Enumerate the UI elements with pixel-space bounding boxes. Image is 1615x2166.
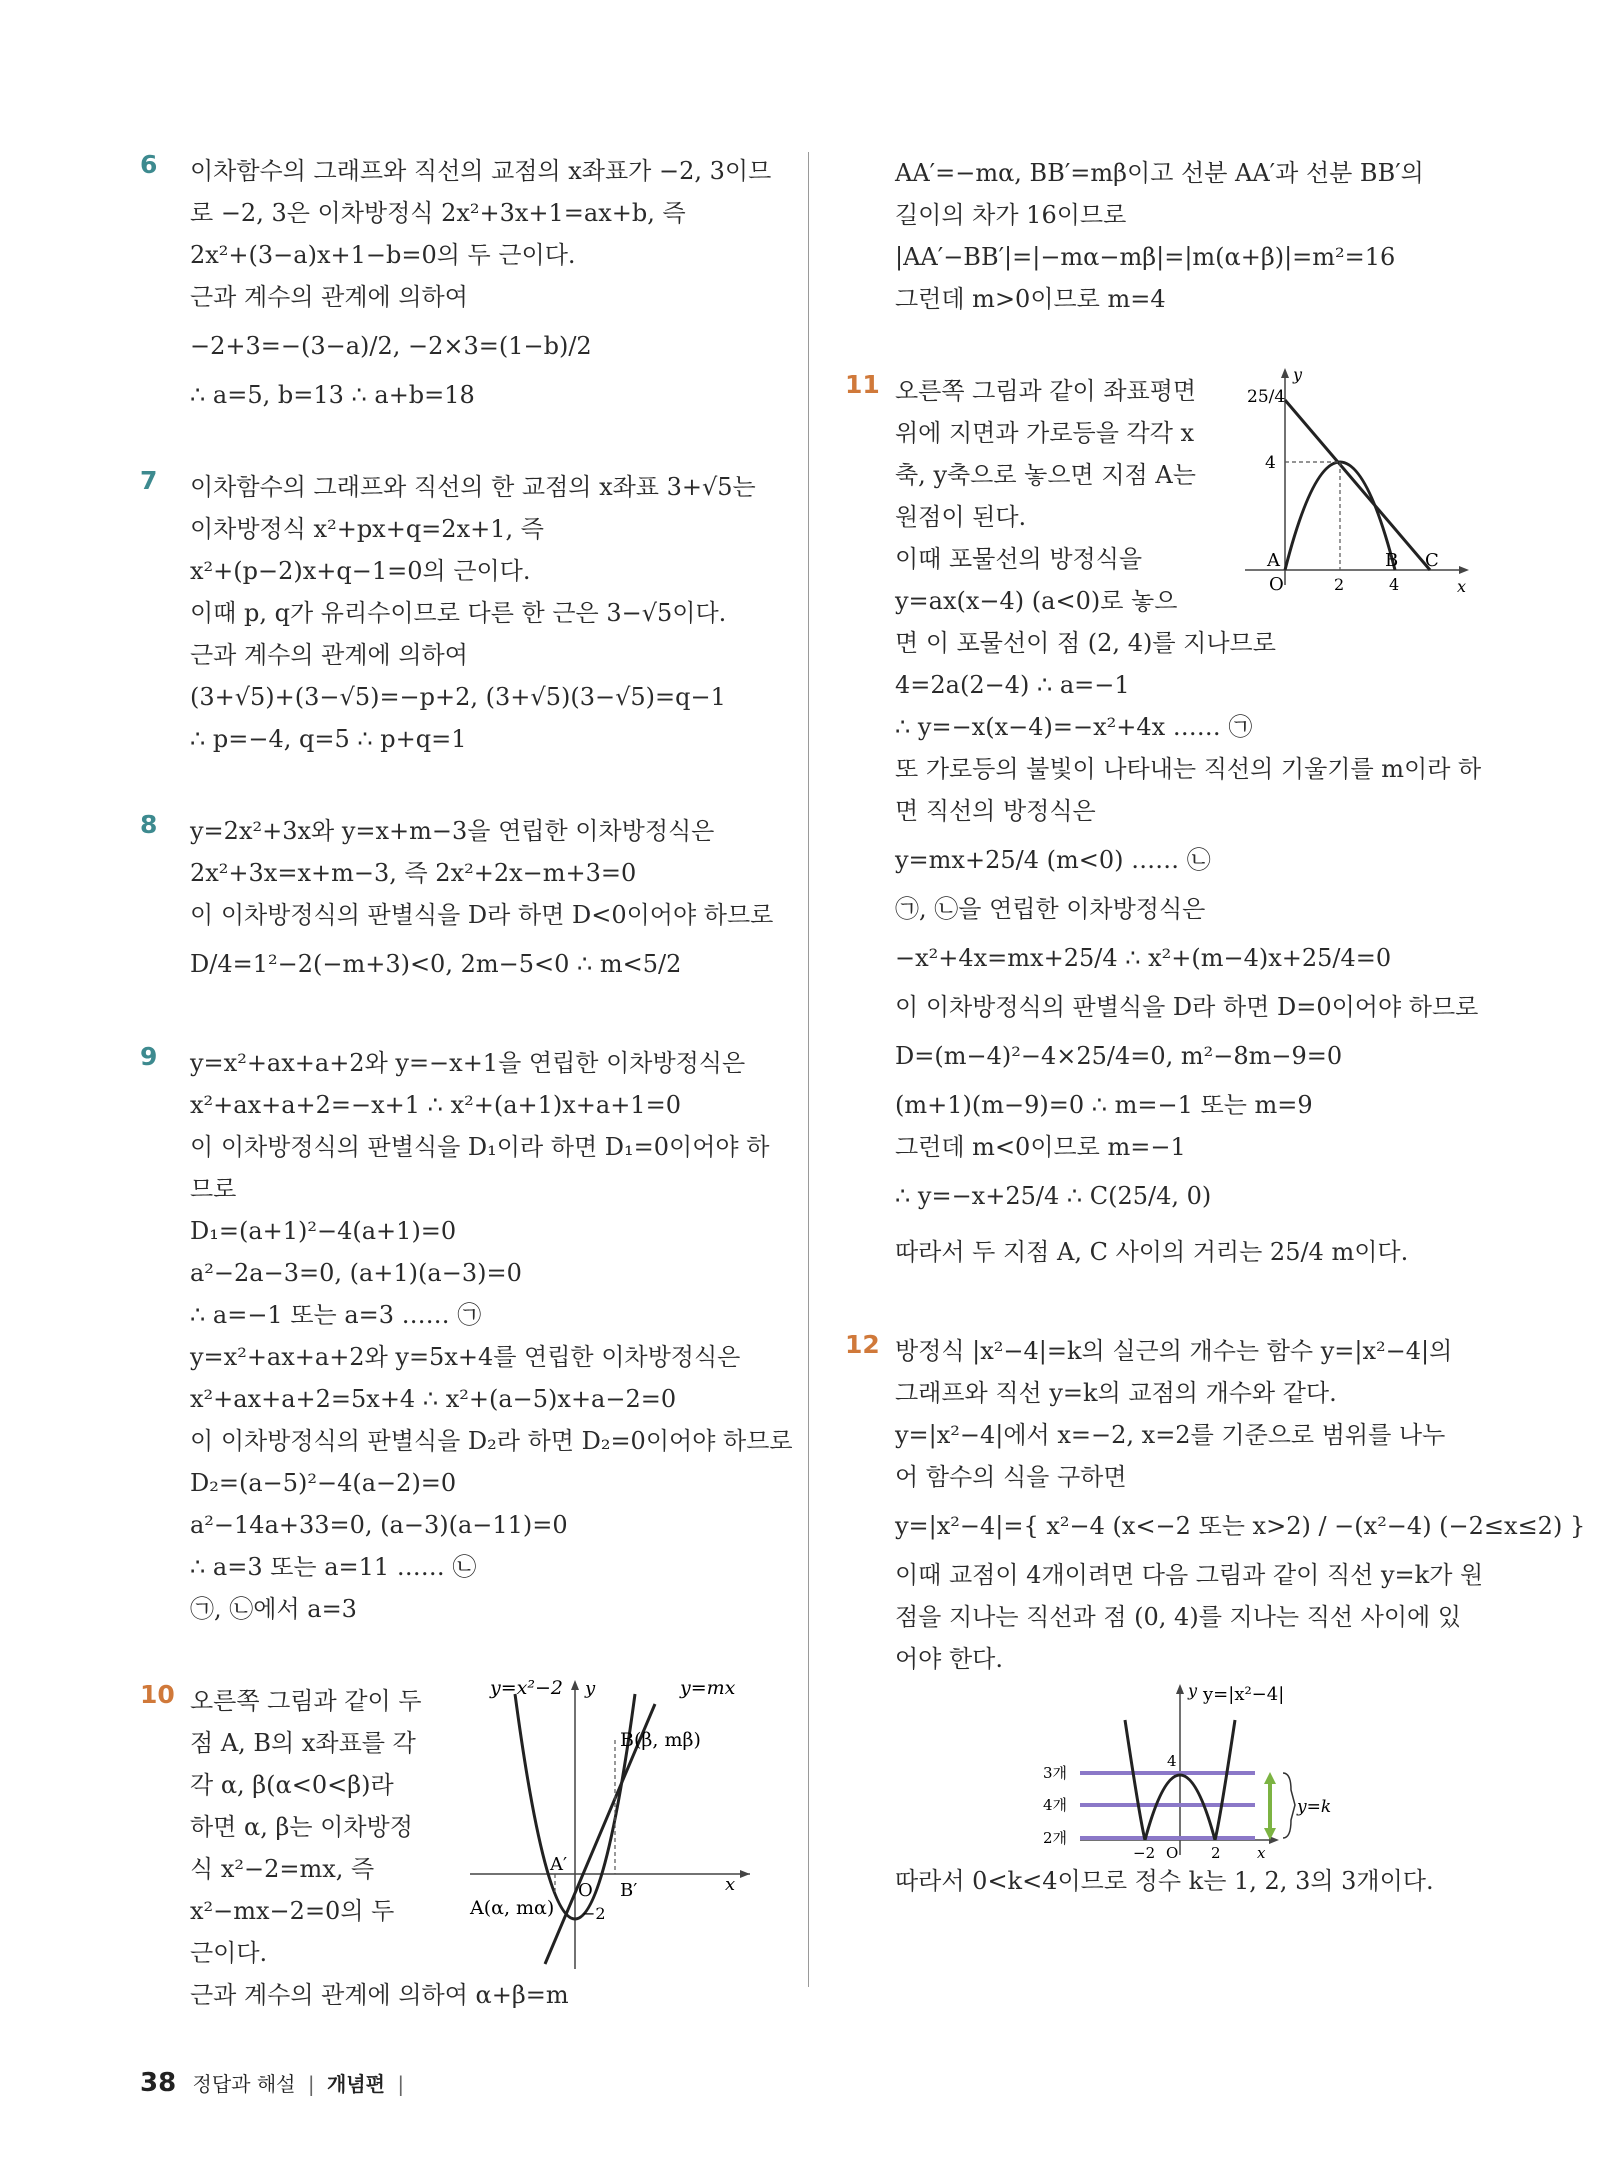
- four-roots-label: 4개: [1043, 1796, 1068, 1814]
- solution-line: 이때 포물선의 방정식을: [895, 545, 1143, 573]
- solution-line: ∴ a=3 또는 a=11 …… ㉡: [190, 1553, 477, 1581]
- solution-line: 그런데 m>0이므로 m=4: [895, 285, 1166, 313]
- solution-line: 길이의 차가 16이므로: [895, 201, 1127, 229]
- solution-line: AA′=−mα, BB′=mβ이고 선분 AA′과 선분 BB′의: [895, 159, 1424, 187]
- y-label: y: [585, 1678, 596, 1699]
- solution-line: −x²+4x=mx+25/4 ∴ x²+(m−4)x+25/4=0: [895, 944, 1392, 972]
- y-label: y: [1293, 365, 1303, 384]
- three-roots-label: 3개: [1043, 1764, 1068, 1782]
- solution-line: 이 이차방정식의 판별식을 D₁이라 하면 D₁=0이어야 하: [190, 1133, 770, 1161]
- solution-line: 근이다.: [190, 1939, 268, 1967]
- problem-6: [140, 150, 780, 416]
- column-divider: [808, 152, 809, 1987]
- solution-line: x²+(p−2)x+q−1=0의 근이다.: [190, 557, 531, 585]
- solution-line: −2+3=−(3−a)/2, −2×3=(1−b)/2: [190, 332, 592, 360]
- solution-line: 점을 지나는 직선과 점 (0, 4)를 지나는 직선 사이에 있: [895, 1603, 1462, 1631]
- solution-line: D=(m−4)²−4×25/4=0, m²−8m−9=0: [895, 1042, 1343, 1070]
- figure-parabola-line: [470, 1674, 770, 1974]
- y-label: y: [1188, 1681, 1198, 1700]
- B-prime-label: B′: [620, 1880, 638, 1901]
- x-label: x: [725, 1874, 736, 1895]
- solution-line: 따라서 두 지점 A, C 사이의 거리는 25/4 m이다.: [895, 1238, 1409, 1266]
- problem-number: 10: [140, 1680, 175, 1709]
- problem-7: [140, 466, 780, 760]
- line-label: y=mx: [680, 1677, 736, 1699]
- problem-10-continued: [845, 152, 1485, 320]
- solution-line: 이 이차방정식의 판별식을 D라 하면 D=0이어야 하므로: [895, 993, 1479, 1021]
- solution-line: 식 x²−2=mx, 즉: [190, 1855, 375, 1883]
- solution-line: 이차함수의 그래프와 직선의 교점의 x좌표가 −2, 3이므: [190, 157, 772, 185]
- solution-line: 근과 계수의 관계에 의하여: [190, 283, 468, 311]
- x-axis-arrow: [1459, 566, 1469, 574]
- solution-line: 이차방정식 x²+px+q=2x+1, 즉: [190, 515, 544, 543]
- footer-separator: |: [307, 2072, 315, 2096]
- solution-line: ∴ a=−1 또는 a=3 …… ㉠: [190, 1301, 482, 1329]
- solution-line: y=|x²−4|={ x²−4 (x<−2 또는 x>2) / −(x²−4) (−2≤x≤2) }: [895, 1512, 1586, 1540]
- B-label: B: [1385, 550, 1399, 571]
- problem-number: 8: [140, 810, 158, 839]
- problem-number: 7: [140, 466, 158, 495]
- solution-line: (3+√5)+(3−√5)=−p+2, (3+√5)(3−√5)=q−1: [190, 683, 726, 711]
- solution-line: 점 A, B의 x좌표를 각: [190, 1729, 416, 1757]
- y-k-label: y=k: [1297, 1797, 1332, 1817]
- solution-line: 하면 α, β는 이차방정: [190, 1813, 413, 1841]
- C-label: C: [1425, 550, 1439, 571]
- problem-number: 6: [140, 150, 158, 179]
- solution-line: y=mx+25/4 (m<0) …… ㉡: [895, 846, 1211, 874]
- point-A-label: A(α, mα): [470, 1897, 555, 1919]
- range-brace: [1283, 1773, 1295, 1838]
- y-4-label: 4: [1167, 1752, 1177, 1770]
- x-label: x: [1257, 1844, 1266, 1862]
- problem-number: 12: [845, 1330, 880, 1359]
- page-footer: [140, 2068, 410, 2098]
- footer-separator: |: [397, 2072, 405, 2096]
- solution-line: 2x²+(3−a)x+1−b=0의 두 근이다.: [190, 241, 576, 269]
- solution-line: 방정식 |x²−4|=k의 실근의 개수는 함수 y=|x²−4|의: [895, 1337, 1453, 1365]
- solution-line: 어야 한다.: [895, 1645, 1003, 1673]
- solution-line: x²+ax+a+2=−x+1 ∴ x²+(a+1)x+a+1=0: [190, 1091, 681, 1119]
- point-B-label: B(β, mβ): [620, 1729, 701, 1751]
- solution-line: x²+ax+a+2=5x+4 ∴ x²+(a−5)x+a−2=0: [190, 1385, 677, 1413]
- solution-line: 어 함수의 식을 구하면: [895, 1463, 1127, 1491]
- problem-number: 9: [140, 1042, 158, 1071]
- y-axis-arrow: [571, 1680, 579, 1690]
- solution-line: 근과 계수의 관계에 의하여 α+β=m: [190, 1981, 569, 2009]
- solution-line: ∴ a=5, b=13 ∴ a+b=18: [190, 381, 475, 409]
- problem-number: 11: [845, 370, 880, 399]
- solution-line: a²−14a+33=0, (a−3)(a−11)=0: [190, 1511, 568, 1539]
- solution-line: 면 직선의 방정식은: [895, 797, 1096, 825]
- solution-line: ㉠, ㉡을 연립한 이차방정식은: [895, 895, 1206, 923]
- solution-line: 각 α, β(α<0<β)라: [190, 1771, 394, 1799]
- solution-line: 이때 p, q가 유리수이므로 다른 한 근은 3−√5이다.: [190, 599, 727, 627]
- solution-line: 근과 계수의 관계에 의하여: [190, 641, 468, 669]
- solution-line: ∴ y=−x(x−4)=−x²+4x …… ㉠: [895, 713, 1253, 741]
- solution-line: 이 이차방정식의 판별식을 D₂라 하면 D₂=0이어야 하므로: [190, 1427, 793, 1455]
- range-arrow-up: [1264, 1772, 1276, 1784]
- minus2-label: −2: [582, 1904, 606, 1923]
- solution-line: ∴ p=−4, q=5 ∴ p+q=1: [190, 725, 467, 753]
- x-2-label: 2: [1334, 575, 1345, 594]
- function-label: y=|x²−4|: [1203, 1684, 1285, 1705]
- solution-line: y=x²+ax+a+2와 y=5x+4를 연립한 이차방정식은: [190, 1343, 741, 1371]
- problem-9: [140, 1042, 793, 1630]
- x-axis-arrow: [740, 1870, 750, 1878]
- solution-line: 4=2a(2−4) ∴ a=−1: [895, 671, 1130, 699]
- y-axis-arrow: [1281, 368, 1289, 378]
- solution-line: ㉠, ㉡에서 a=3: [190, 1595, 357, 1623]
- solution-line: D₂=(a−5)²−4(a−2)=0: [190, 1469, 457, 1497]
- solution-line: 그래프와 직선 y=k의 교점의 개수와 같다.: [895, 1379, 1337, 1407]
- y-4-label: 4: [1265, 453, 1276, 473]
- solution-line: 원점이 된다.: [895, 503, 1027, 531]
- problem-11: [845, 365, 1485, 1280]
- A-prime-label: A′: [550, 1854, 568, 1875]
- right-column: [845, 152, 1586, 1902]
- solution-line: y=2x²+3x와 y=x+m−3을 연립한 이차방정식은: [190, 817, 715, 845]
- y-25-4-label: 25/4: [1247, 387, 1286, 407]
- abs-curve-left: [1125, 1720, 1145, 1840]
- solution-line: 면 이 포물선이 점 (2, 4)를 지나므로: [895, 629, 1276, 657]
- solution-line: 축, y축으로 놓으면 지점 A는: [895, 461, 1196, 489]
- problem-8: [140, 810, 780, 992]
- solution-line: 또 가로등의 불빛이 나타내는 직선의 기울기를 m이라 하: [895, 755, 1482, 783]
- curve-label: y=x²−2: [490, 1677, 563, 1699]
- y-axis-arrow: [1176, 1684, 1184, 1694]
- page-number: 38: [140, 2068, 177, 2098]
- solution-line: 이차함수의 그래프와 직선의 한 교점의 x좌표 3+√5는: [190, 473, 756, 501]
- solution-line: y=x²+ax+a+2와 y=−x+1을 연립한 이차방정식은: [190, 1049, 746, 1077]
- figure-streetlight: [1225, 360, 1475, 600]
- solution-line: x²−mx−2=0의 두: [190, 1897, 395, 1925]
- solution-line: 로 −2, 3은 이차방정식 2x²+3x+1=ax+b, 즉: [190, 199, 686, 227]
- solution-line: 므로: [190, 1175, 237, 1203]
- origin-label: O: [578, 1880, 593, 1901]
- solution-line: 2x²+3x=x+m−3, 즉 2x²+2x−m+3=0: [190, 859, 637, 887]
- solution-line: 이때 교점이 4개이려면 다음 그림과 같이 직선 y=k가 원: [895, 1561, 1484, 1589]
- abs-curve-right: [1215, 1720, 1235, 1840]
- solution-line: y=ax(x−4) (a<0)로 놓으: [895, 587, 1178, 615]
- problem-10: [140, 1677, 780, 2016]
- two-roots-label: 2개: [1043, 1829, 1068, 1847]
- solution-line: y=|x²−4|에서 x=−2, x=2를 기준으로 범위를 나누: [895, 1421, 1446, 1449]
- x-minus2-label: −2: [1133, 1844, 1156, 1862]
- figure-abs-function: [1025, 1680, 1332, 1862]
- solution-line: 그런데 m<0이므로 m=−1: [895, 1133, 1186, 1161]
- solution-line: D/4=1²−2(−m+3)<0, 2m−5<0 ∴ m<5/2: [190, 950, 682, 978]
- origin-label: O: [1166, 1844, 1179, 1862]
- x-2-label: 2: [1211, 1844, 1221, 1862]
- solution-line: D₁=(a+1)²−4(a+1)=0: [190, 1217, 457, 1245]
- solution-line: 오른쪽 그림과 같이 좌표평면: [895, 377, 1197, 405]
- light-line: [1285, 400, 1430, 570]
- x-label: x: [1457, 577, 1467, 596]
- solution-line: 이 이차방정식의 판별식을 D라 하면 D<0이어야 하므로: [190, 901, 774, 929]
- A-label: A: [1267, 550, 1280, 571]
- solution-line: 위에 지면과 가로등을 각각 x: [895, 419, 1195, 447]
- solution-line: 오른쪽 그림과 같이 두: [190, 1687, 422, 1715]
- solution-line: a²−2a−3=0, (a+1)(a−3)=0: [190, 1259, 522, 1287]
- book-title: 정답과 해설: [192, 2072, 296, 2096]
- solution-line: ∴ y=−x+25/4 ∴ C(25/4, 0): [895, 1182, 1212, 1210]
- problem-12: [845, 1330, 1586, 1902]
- solution-line: 따라서 0<k<4이므로 정수 k는 1, 2, 3의 3개이다.: [895, 1867, 1434, 1895]
- solution-line: (m+1)(m−9)=0 ∴ m=−1 또는 m=9: [895, 1091, 1313, 1119]
- x-4-label: 4: [1389, 575, 1400, 594]
- section-title: 개념편: [326, 2072, 385, 2096]
- O-label: O: [1269, 574, 1284, 595]
- solution-line: |AA′−BB′|=|−mα−mβ|=|m(α+β)|=m²=16: [895, 243, 1396, 271]
- left-column: [140, 150, 793, 2016]
